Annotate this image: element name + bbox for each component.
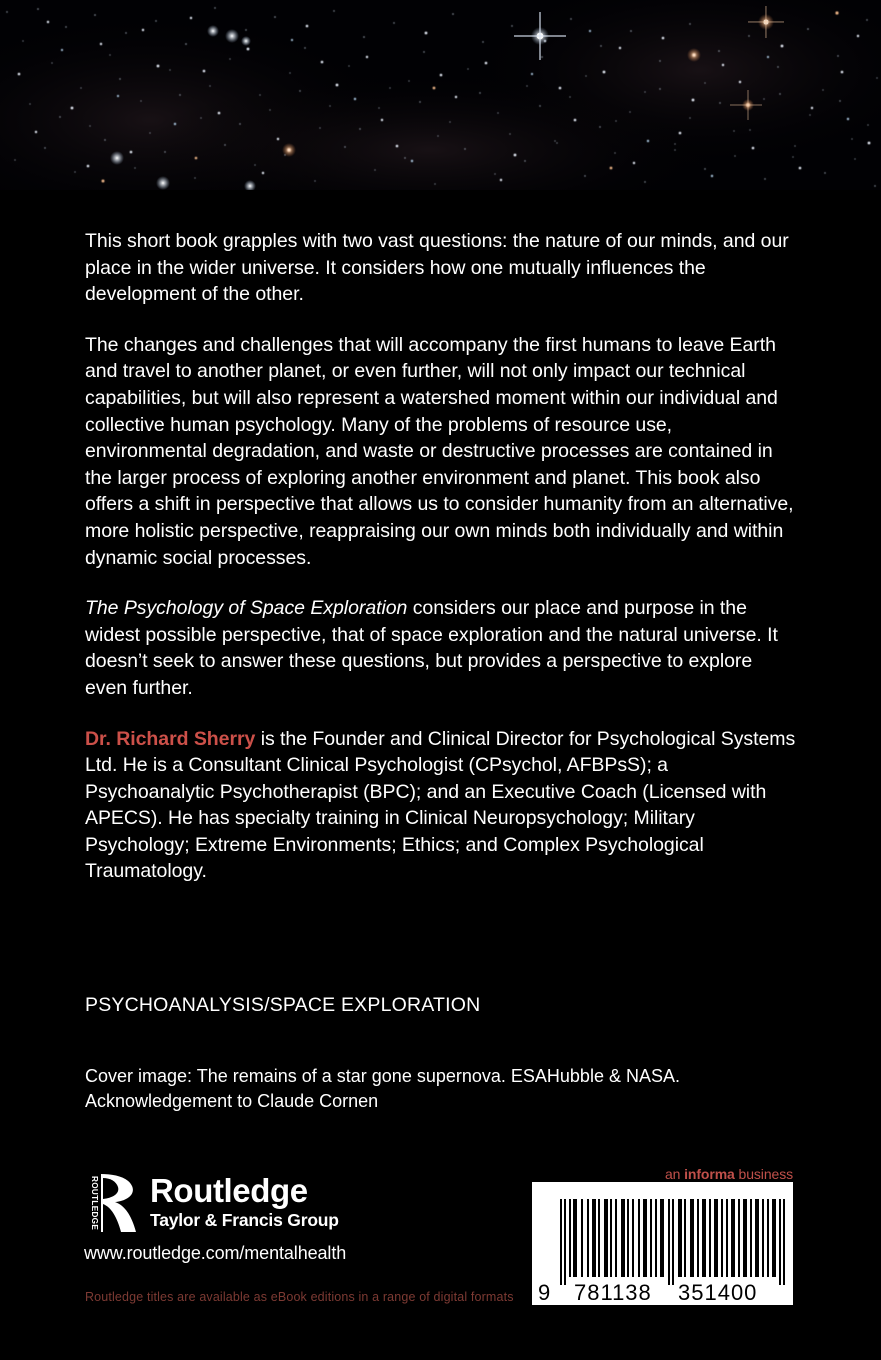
informa-suffix: business: [734, 1166, 793, 1182]
informa-tagline: [665, 1166, 793, 1182]
blurb-paragraph-2: The changes and challenges that will accompany the first humans to leave Earth and travel to another planet, or even further, will not only impact our technical capabilities, but will also represent a watershed moment within our individual and collective human psychology. Many of the problems of resource use, environmental degradation, and waste or destructive processes are contained in the larger process of exploring another environment and planet. This book also offers a shift in perspective that allows us to consider humanity from an alternative, more holistic perspective, reappraising our own minds both individually and within dynamic social processes.: [85, 333, 794, 569]
isbn-group-1: 781138: [574, 1280, 652, 1305]
back-cover-blurb: [85, 228, 797, 885]
blurb-paragraph-1: This short book grapples with two vast questions: the nature of our minds, and our place in the wider universe. It considers how one mutually influences the development of the other.: [85, 230, 789, 306]
blurb-paragraph-3: [85, 595, 797, 701]
informa-brand: informa: [684, 1166, 735, 1182]
cover-image-credit: Cover image: The remains of a star gone supernova. ESAHubble & NASA. Acknowledgement to Claude Cornen: [85, 1066, 680, 1111]
isbn-group-2: 351400: [678, 1280, 758, 1305]
publisher-subtitle: Taylor & Francis Group: [150, 1210, 339, 1230]
blurb-paragraph-3-rest: considers our place and purpose in the widest possible perspective, that of space exploration and the natural universe. It doesn’t seek to answer these questions, but provides a perspective to explore even further.: [85, 597, 778, 699]
informa-prefix: an: [664, 1166, 685, 1182]
svg-text:ROUTLEDGE: ROUTLEDGE: [90, 1176, 99, 1231]
routledge-r-mark-icon: [84, 1172, 140, 1234]
author-bio-text: is the Founder and Clinical Director for Psychological Systems Ltd. He is a Consultant Clinical Psychologist (CPsychol, AFBPsS); a Psychoanalytic Psychotherapist (BPC); and an Executive Coach (Licensed with APECS). He has specialty training in Clinical Neuropsychology; Military Psychology; Extreme Environments; Ethics; and Complex Psychological Traumatology.: [85, 727, 796, 883]
cover-star-field-image: [0, 0, 881, 190]
publisher-name: Routledge: [150, 1172, 308, 1209]
routledge-logo: [84, 1172, 339, 1234]
isbn-barcode: [532, 1182, 793, 1305]
isbn-lead-digit: 9: [538, 1280, 552, 1305]
book-title: The Psychology of Space Exploration: [85, 597, 408, 620]
publisher-url[interactable]: www.routledge.com/mentalhealth: [84, 1243, 347, 1263]
routledge-wordmark: [150, 1172, 339, 1231]
author-name: Dr. Richard Sherry: [85, 727, 256, 750]
author-bio-paragraph: [85, 726, 797, 886]
ebook-availability-note: Routledge titles are available as eBook editions in a range of digital formats: [85, 1290, 514, 1304]
subject-category: PSYCHOANALYSIS/SPACE EXPLORATION: [85, 994, 481, 1016]
